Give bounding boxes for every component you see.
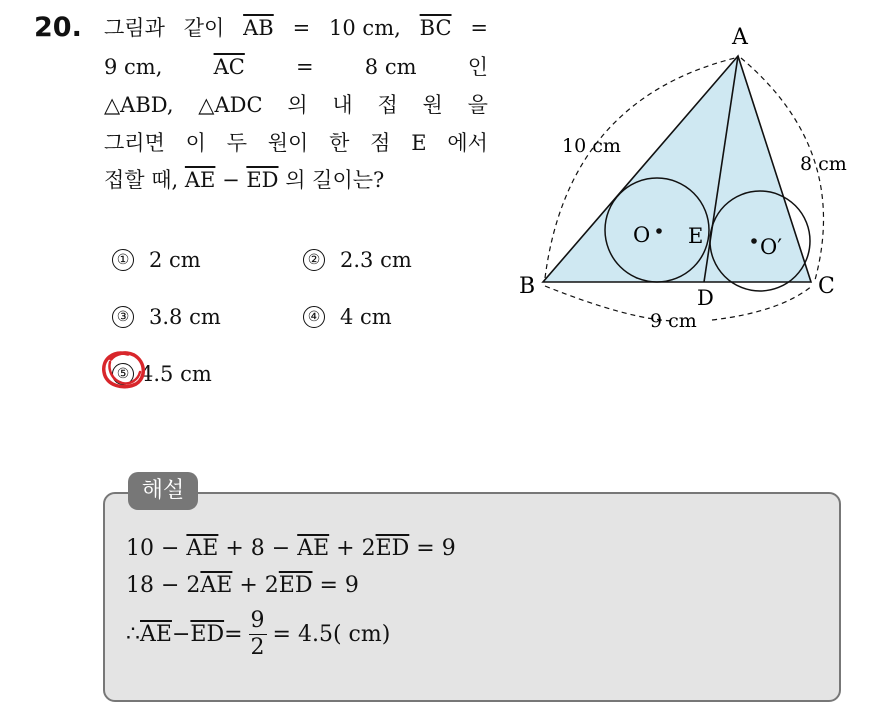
solution-line-2: $18 - 2\overline{AE} + 2\overline{ED} = 9$ (126, 573, 359, 598)
option-number: ④ (303, 306, 325, 328)
option-text: 4.5 cm (140, 362, 212, 386)
label-e: E (688, 224, 704, 248)
label-o: O (633, 223, 651, 247)
option-3[interactable] (112, 305, 221, 329)
label-b: B (519, 274, 536, 299)
segment-ab: $\overline{AB}$ (243, 16, 274, 40)
solution-line-3: ∴ $\overline{AE}$ − $\overline{ED}$ = $\frac{9}{2}$ = 4.5( cm) (126, 608, 391, 660)
option-number: ⑤ (112, 363, 134, 385)
label-a: A (732, 25, 748, 50)
option-2[interactable] (303, 248, 412, 272)
label-bc-length: 9 cm (650, 310, 697, 332)
option-4[interactable] (303, 305, 392, 329)
label-ac-length: 8 cm (800, 153, 847, 175)
center-o-dot (656, 228, 662, 234)
segment-ae: $\overline{AE}$ (184, 168, 216, 192)
option-text: 3.8 cm (149, 305, 221, 329)
solution-line-1: $10 - \overline{AE} + 8 - \overline{AE} + 2\overline{ED} = 9$ (126, 536, 456, 561)
triangle-figure (510, 20, 870, 340)
option-text: 2.3 cm (340, 248, 412, 272)
option-text: 2 cm (149, 248, 201, 272)
option-number: ① (112, 249, 134, 271)
label-c: C (818, 274, 835, 299)
label-ab-length: 10 cm (562, 135, 621, 157)
segment-ed: $\overline{ED}$ (246, 168, 279, 192)
question-line-4: 그리면 이 두 원이 한 점 E 에서 (104, 131, 488, 155)
question-line-3: △ABD, △ADC 의 내 접 원 을 (104, 93, 488, 117)
segment-ac: $\overline{AC}$ (213, 55, 245, 79)
question-number: 20. (34, 12, 82, 43)
option-number: ③ (112, 306, 134, 328)
question-line-1: 그림과 같이 $\overline{AB}$ = 10 cm, $\overline{BC}$ = (104, 16, 488, 40)
solution-tag: 해설 (128, 472, 198, 510)
center-o2-dot (751, 238, 757, 244)
question-line-5: 접할 때, $\overline{AE} - \overline{ED}$ 의 길이는? (104, 168, 385, 192)
answer-mark-circle (98, 346, 152, 394)
question-line-2: 9 cm, $\overline{AC}$ = 8 cm 인 (104, 55, 488, 79)
label-o2: O′ (760, 235, 782, 259)
option-text: 4 cm (340, 305, 392, 329)
fraction-nine-halves: $\frac{9}{2}$ (250, 608, 265, 660)
option-number: ② (303, 249, 325, 271)
segment-bc: $\overline{BC}$ (419, 16, 452, 40)
label-d: D (697, 286, 714, 310)
option-1[interactable] (112, 248, 201, 272)
